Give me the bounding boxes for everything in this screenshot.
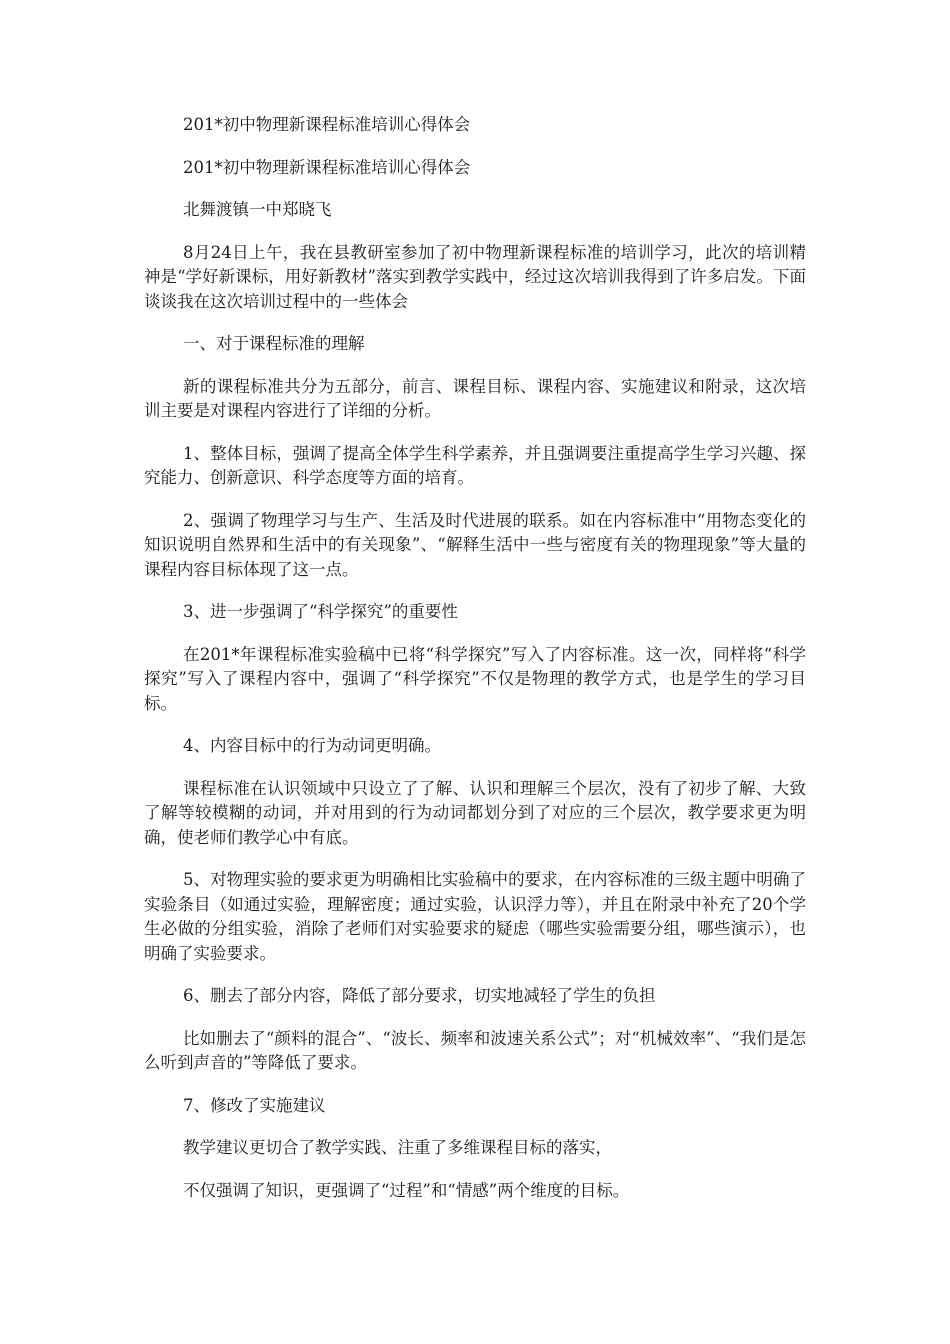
- paragraph: 不仅强调了知识，更强调了“过程”和“情感”两个维度的目标。: [183, 1180, 630, 1200]
- point-4-heading: 4、内容目标中的行为动词更明确。: [183, 736, 441, 755]
- paragraph: 教学建议更切合了教学实践、注重了多维课程目标的落实，: [183, 1138, 612, 1157]
- point-6-heading: 6、删去了部分内容，降低了部分要求，切实地减轻了学生的负担: [183, 986, 656, 1005]
- paragraph: 课程标准在认识领域中只设立了了解、认识和理解三个层次，没有了初步了解、大致了解等较模糊的动词，并对用到的行为动词都划分到了对应的三个层次，教学要求更为明确，使老师们教学心中有底。: [144, 778, 806, 847]
- point-5: 5、对物理实验的要求更为明确相比实验稿中的要求，在内容标准的三级主题中明确了实验条目（如通过实验，理解密度；通过实验，认识浮力等），并且在附录中补充了20个学生必做的分组实验，消除了老师们对实验要求的疑虑（哪些实验需要分组，哪些演示），也明确了实验要求。: [144, 870, 806, 963]
- document-title: 201*初中物理新课程标准培训心得体会: [183, 115, 471, 134]
- point-1: 1、整体目标，强调了提高全体学生科学素养，并且强调要注重提高学生学习兴趣、探究能力、创新意识、科学态度等方面的培育。: [144, 443, 806, 487]
- paragraph: 比如删去了“颜料的混合”、“波长、频率和波速关系公式”；对“机械效率”、“我们是怎么听到声音的”等降低了要求。: [144, 1028, 806, 1072]
- author-line: 北舞渡镇一中郑晓飞: [183, 200, 332, 219]
- document-subtitle: 201*初中物理新课程标准培训心得体会: [183, 157, 471, 177]
- point-2: 2、强调了物理学习与生产、生活及时代进展的联系。如在内容标准中“用物态变化的知识说明自然界和生活中的有关现象”、“解释生活中一些与密度有关的物理现象”等大量的课程内容目标体现了这一点。: [144, 510, 806, 579]
- document-body: [144, 113, 806, 1221]
- paragraph-intro: 8月24日上午，我在县教研室参加了初中物理新课程标准的培训学习，此次的培训精神是“学好新课标，用好新教材”落实到教学实践中，经过这次培训我得到了许多启发。下面谈谈我在这次培训过程中的一些体会: [144, 242, 806, 311]
- point-7-heading: 7、修改了实施建议: [183, 1095, 326, 1115]
- section-heading-1: 一、对于课程标准的理解: [183, 334, 365, 353]
- paragraph: 在201*年课程标准实验稿中已将“科学探究”写入了内容标准。这一次，同样将“科学探究”写入了课程内容中，强调了“科学探究”不仅是物理的教学方式，也是学生的学习目标。: [144, 644, 806, 713]
- paragraph: 新的课程标准共分为五部分，前言、课程目标、课程内容、实施建议和附录，这次培训主要是对课程内容进行了详细的分析。: [144, 376, 806, 420]
- point-3-heading: 3、进一步强调了“科学探究”的重要性: [183, 602, 458, 621]
